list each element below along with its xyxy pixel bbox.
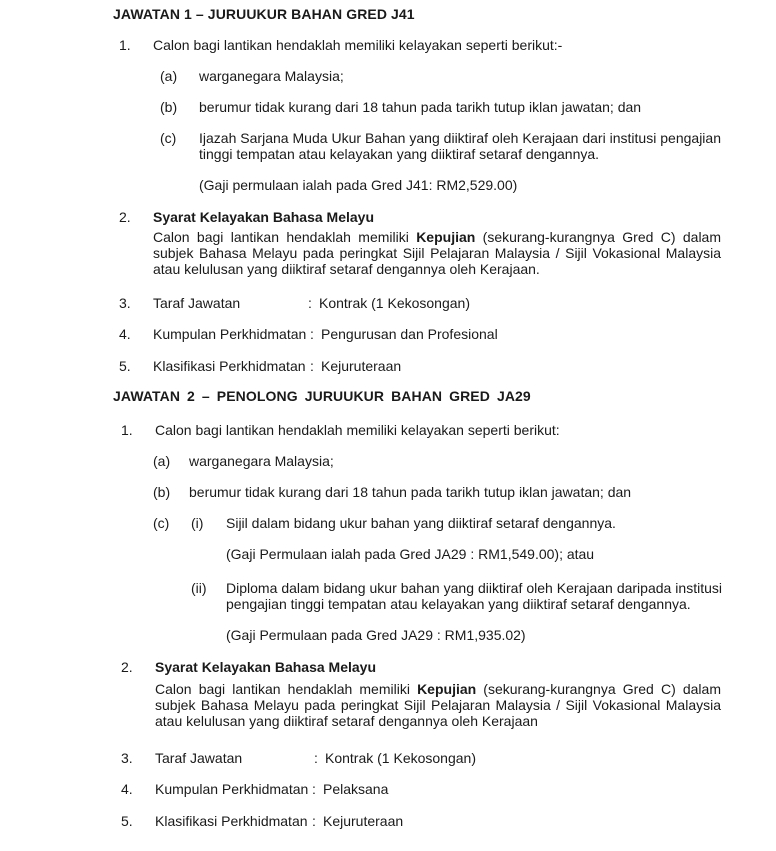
s2-item1-b-text: berumur tidak kurang dari 18 tahun pada tarikh tutup iklan jawatan; dan [189,484,632,500]
s1-item5-label: Klasifikasi Perkhidmatan [153,358,306,374]
s1-item2-text-after: (sekurang-kurangnya Gred C) dalam subjek Bahasa Melayu pada peringkat Sijil Pelajaran Malaysia / Sijil Vokasional Malaysia atau kelulusan yang diiktiraf setaraf dengannya oleh Kerajaan. [153,229,721,277]
s1-item2-heading: Syarat Kelayakan Bahasa Melayu [153,209,375,225]
s2-item4-value: Pelaksana [323,781,389,797]
s1-item2-text [153,229,721,277]
s1-item2-text-before: Calon bagi lantikan hendaklah memiliki [153,229,417,245]
s1-item1-c-label: (c) [160,130,177,146]
s2-item2-text-before: Calon bagi lantikan hendaklah memiliki [155,681,418,697]
s1-item1-c-text: Ijazah Sarjana Muda Ukur Bahan yang diiktiraf oleh Kerajaan dari institusi pengajian tinggi tempatan atau kelayakan yang diiktiraf setaraf dengannya. [199,130,721,162]
s2-item2-text-bold: Kepujian [417,681,477,697]
section-2-title: JAWATAN 2 – PENOLONG JURUUKUR BAHAN GRED JA29 [113,388,531,404]
s1-salary: (Gaji permulaan ialah pada Gred J41: RM2,529.00) [199,177,518,193]
s2-item1-b-label: (b) [153,484,171,500]
s1-item1-a-label: (a) [160,68,178,84]
s2-item3-num: 3. [121,750,133,766]
s2-item4-sep: : [312,781,316,797]
s2-item2-text-after: (sekurang-kurangnya Gred C) dalam subjek Bahasa Melayu pada peringkat Sijil Pelajaran Malaysia / Sijil Vokasional Malaysia atau kelulusan yang diiktiraf setaraf dengannya oleh Kerajaan [155,681,721,729]
s2-item1-ci-label: (i) [191,515,204,531]
s1-item2-num: 2. [119,209,131,225]
s1-item3-label: Taraf Jawatan [153,295,241,311]
s1-item4-num: 4. [119,326,131,342]
s1-item5-value: Kejuruteraan [321,358,402,374]
s1-item4-value: Pengurusan dan Profesional [321,326,498,342]
s2-item1-num: 1. [121,422,133,438]
s1-item4-sep: : [310,326,314,342]
s2-item2-text [155,681,721,729]
s2-item3-sep: : [314,750,318,766]
s2-item1-text: Calon bagi lantikan hendaklah memiliki kelayakan seperti berikut: [155,422,560,438]
s2-item3-value: Kontrak (1 Kekosongan) [325,750,476,766]
s1-item3-value: Kontrak (1 Kekosongan) [319,295,470,311]
s1-item5-sep: : [310,358,314,374]
s2-item1-a-text: warganegara Malaysia; [189,453,334,469]
s2-item1-a-label: (a) [153,453,171,469]
s2-item1-c-label: (c) [153,515,170,531]
s1-item1-a-text: warganegara Malaysia; [199,68,344,84]
s2-item4-num: 4. [121,781,133,797]
s2-item5-value: Kejuruteraan [323,813,404,829]
s2-item5-num: 5. [121,813,133,829]
s2-item1-cii-text: Diploma dalam bidang ukur bahan yang diiktiraf oleh Kerajaan daripada institusi pengajian tinggi tempatan atau kelayakan yang diiktiraf setaraf dengannya. [226,580,722,612]
s1-item1-num: 1. [119,37,131,53]
s2-item1-cii-label: (ii) [191,580,207,596]
s1-item1-text: Calon bagi lantikan hendaklah memiliki kelayakan seperti berikut:- [153,37,563,53]
section-1-title: JAWATAN 1 – JURUUKUR BAHAN GRED J41 [113,6,415,22]
s2-item1-ci-text: Sijil dalam bidang ukur bahan yang diiktiraf setaraf dengannya. [226,515,616,531]
s1-item1-b-text: berumur tidak kurang dari 18 tahun pada tarikh tutup iklan jawatan; dan [199,99,642,115]
s2-item3-label: Taraf Jawatan [155,750,243,766]
s2-cii-salary: (Gaji Permulaan pada Gred JA29 : RM1,935.02) [226,627,526,643]
s2-item5-label: Klasifikasi Perkhidmatan [155,813,308,829]
s2-item4-label: Kumpulan Perkhidmatan [155,781,309,797]
s1-item3-sep: : [308,295,312,311]
s2-ci-salary: (Gaji Permulaan ialah pada Gred JA29 : RM1,549.00); atau [226,546,595,562]
s1-item5-num: 5. [119,358,131,374]
s1-item1-b-label: (b) [160,99,178,115]
s2-item2-heading: Syarat Kelayakan Bahasa Melayu [155,659,377,675]
s1-item3-num: 3. [119,295,131,311]
s1-item2-text-bold: Kepujian [416,229,476,245]
s2-item2-num: 2. [121,659,133,675]
s1-item4-label: Kumpulan Perkhidmatan [153,326,307,342]
s2-item5-sep: : [312,813,316,829]
